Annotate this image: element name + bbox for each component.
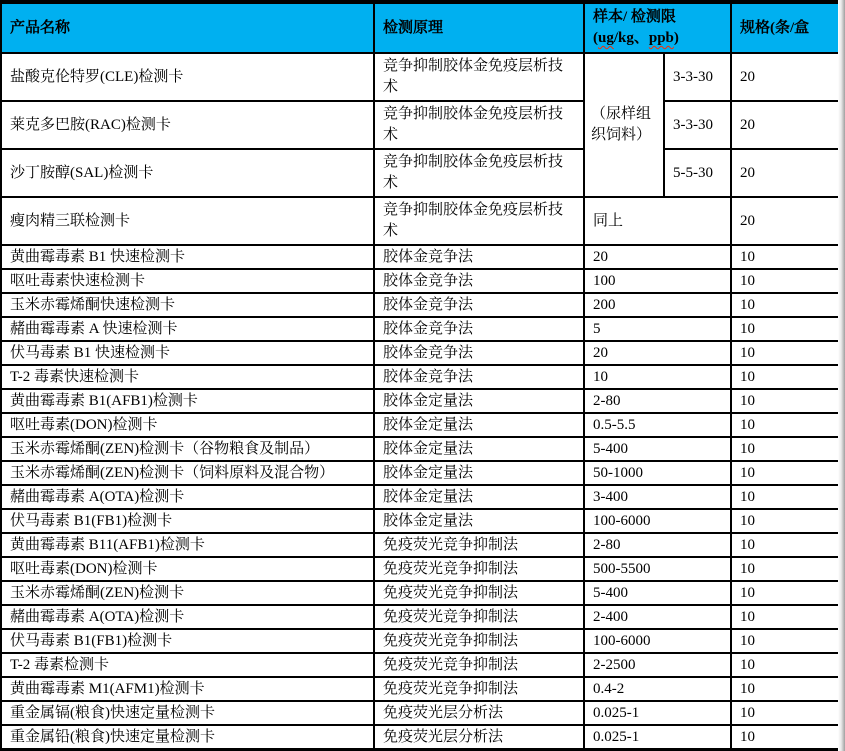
product-name-cell: 玉米赤霉烯酮快速检测卡	[1, 293, 374, 317]
detection-limit-cell: 3-400	[584, 485, 731, 509]
principle-cell: 胶体金定量法	[374, 437, 584, 461]
detection-limit-cell: 2-80	[584, 389, 731, 413]
product-name-cell: 黄曲霉毒素 M1(AFM1)检测卡	[1, 677, 374, 701]
header-unit-ppb: ppb	[648, 30, 674, 46]
detection-limit-cell: 5	[584, 317, 731, 341]
product-name-cell: 伏马毒素 B1(FB1)检测卡	[1, 509, 374, 533]
table-row	[1, 269, 839, 293]
spec-cell: 20	[731, 101, 839, 149]
table-row	[1, 293, 839, 317]
table-row	[1, 341, 839, 365]
principle-cell: 免疫荧光竞争抑制法	[374, 605, 584, 629]
product-name-cell: 伏马毒素 B1 快速检测卡	[1, 341, 374, 365]
table-row	[1, 53, 839, 101]
principle-cell: 竞争抑制胶体金免疫层析技术	[374, 53, 584, 101]
spec-cell: 10	[731, 485, 839, 509]
principle-cell: 免疫荧光竞争抑制法	[374, 653, 584, 677]
header-sample-limit-line1: 样本/ 检测限	[593, 9, 676, 25]
detection-limit-cell: 100-6000	[584, 509, 731, 533]
detection-limit-cell: 50-1000	[584, 461, 731, 485]
header-unit-ug: ug	[598, 30, 614, 46]
principle-cell: 免疫荧光竞争抑制法	[374, 557, 584, 581]
spec-cell: 10	[731, 533, 839, 557]
header-spec: 规格(条/盒	[731, 2, 839, 53]
detection-limit-cell: 200	[584, 293, 731, 317]
header-sample-limit-line2	[593, 28, 724, 49]
principle-cell: 胶体金竞争法	[374, 269, 584, 293]
spec-cell: 20	[731, 53, 839, 101]
table-row	[1, 533, 839, 557]
product-name-cell: 瘦肉精三联检测卡	[1, 197, 374, 245]
table-row	[1, 725, 839, 750]
principle-cell: 竞争抑制胶体金免疫层析技术	[374, 197, 584, 245]
spec-cell: 20	[731, 197, 839, 245]
spec-cell: 10	[731, 581, 839, 605]
table-row	[1, 629, 839, 653]
principle-cell: 胶体金竞争法	[374, 317, 584, 341]
product-name-cell: 黄曲霉毒素 B1(AFB1)检测卡	[1, 389, 374, 413]
product-name-cell: 沙丁胺醇(SAL)检测卡	[1, 149, 374, 197]
detection-limit-cell: 20	[584, 245, 731, 269]
product-name-cell: 呕吐毒素(DON)检测卡	[1, 413, 374, 437]
detection-limit-cell: 5-400	[584, 581, 731, 605]
sample-note-cell: （尿样组织饲料）	[584, 53, 664, 197]
principle-cell: 免疫荧光竞争抑制法	[374, 533, 584, 557]
principle-cell: 胶体金定量法	[374, 413, 584, 437]
spec-cell: 10	[731, 605, 839, 629]
product-name-cell: 玉米赤霉烯酮(ZEN)检测卡	[1, 581, 374, 605]
detection-limit-cell: 同上	[584, 197, 731, 245]
principle-cell: 胶体金定量法	[374, 485, 584, 509]
header-unit-close: )	[673, 30, 679, 46]
table-row	[1, 701, 839, 725]
detection-limit-cell: 0.025-1	[584, 701, 731, 725]
table-row	[1, 101, 839, 149]
principle-cell: 竞争抑制胶体金免疫层析技术	[374, 101, 584, 149]
spec-cell: 10	[731, 701, 839, 725]
product-name-cell: T-2 毒素检测卡	[1, 653, 374, 677]
detection-limit-cell: 5-400	[584, 437, 731, 461]
product-name-cell: 赭曲霉毒素 A(OTA)检测卡	[1, 605, 374, 629]
product-name-cell: 重金属铅(粮食)快速定量检测卡	[1, 725, 374, 750]
spec-cell: 10	[731, 461, 839, 485]
table-row	[1, 413, 839, 437]
spec-cell: 10	[731, 629, 839, 653]
detection-limit-cell: 500-5500	[584, 557, 731, 581]
spec-cell: 10	[731, 509, 839, 533]
spec-cell: 10	[731, 341, 839, 365]
table-row	[1, 317, 839, 341]
spec-cell: 10	[731, 293, 839, 317]
principle-cell: 免疫荧光竞争抑制法	[374, 629, 584, 653]
detection-limit-cell: 3-3-30	[664, 101, 731, 149]
principle-cell: 胶体金竞争法	[374, 293, 584, 317]
principle-cell: 胶体金竞争法	[374, 365, 584, 389]
table-row	[1, 485, 839, 509]
product-name-cell: 伏马毒素 B1(FB1)检测卡	[1, 629, 374, 653]
header-unit-open: (	[593, 30, 598, 46]
product-name-cell: 呕吐毒素(DON)检测卡	[1, 557, 374, 581]
table-row	[1, 605, 839, 629]
header-sample-limit	[584, 2, 731, 53]
product-name-cell: 呕吐毒素快速检测卡	[1, 269, 374, 293]
table-row	[1, 557, 839, 581]
product-name-cell: 玉米赤霉烯酮(ZEN)检测卡（谷物粮食及制品）	[1, 437, 374, 461]
product-name-cell: 赭曲霉毒素 A 快速检测卡	[1, 317, 374, 341]
principle-cell: 胶体金竞争法	[374, 245, 584, 269]
table-row	[1, 365, 839, 389]
detection-limit-cell: 0.5-5.5	[584, 413, 731, 437]
principle-cell: 胶体金定量法	[374, 389, 584, 413]
table-row	[1, 245, 839, 269]
principle-cell: 胶体金定量法	[374, 509, 584, 533]
principle-cell: 免疫荧光竞争抑制法	[374, 677, 584, 701]
table-row	[1, 509, 839, 533]
spec-cell: 10	[731, 365, 839, 389]
spec-cell: 10	[731, 269, 839, 293]
product-name-cell: 赭曲霉毒素 A(OTA)检测卡	[1, 485, 374, 509]
header-product-name: 产品名称	[1, 2, 374, 53]
principle-cell: 竞争抑制胶体金免疫层析技术	[374, 149, 584, 197]
table-row	[1, 389, 839, 413]
table-row	[1, 437, 839, 461]
table-row	[1, 149, 839, 197]
spec-cell: 10	[731, 653, 839, 677]
detection-limit-cell: 0.4-2	[584, 677, 731, 701]
detection-limit-cell: 3-3-30	[664, 53, 731, 101]
table-row	[1, 653, 839, 677]
detection-limit-cell: 2-400	[584, 605, 731, 629]
header-principle: 检测原理	[374, 2, 584, 53]
product-name-cell: 玉米赤霉烯酮(ZEN)检测卡（饲料原料及混合物）	[1, 461, 374, 485]
table-row	[1, 677, 839, 701]
principle-cell: 胶体金定量法	[374, 461, 584, 485]
spec-cell: 10	[731, 413, 839, 437]
detection-limit-cell: 10	[584, 365, 731, 389]
detection-limit-cell: 100-6000	[584, 629, 731, 653]
product-name-cell: 黄曲霉毒素 B11(AFB1)检测卡	[1, 533, 374, 557]
spec-cell: 10	[731, 317, 839, 341]
table-row	[1, 461, 839, 485]
product-name-cell: 莱克多巴胺(RAC)检测卡	[1, 101, 374, 149]
spec-cell: 10	[731, 389, 839, 413]
detection-limit-cell: 2-80	[584, 533, 731, 557]
spec-cell: 20	[731, 149, 839, 197]
table-header-row	[1, 2, 839, 53]
detection-limit-cell: 100	[584, 269, 731, 293]
detection-limit-cell: 2-2500	[584, 653, 731, 677]
table-row	[1, 581, 839, 605]
detection-limit-cell: 20	[584, 341, 731, 365]
detection-limit-cell: 0.025-1	[584, 725, 731, 750]
detection-limit-cell: 5-5-30	[664, 149, 731, 197]
page-edge-shadow	[838, 0, 845, 751]
spec-cell: 10	[731, 725, 839, 750]
spec-cell: 10	[731, 557, 839, 581]
principle-cell: 免疫荧光层分析法	[374, 701, 584, 725]
product-name-cell: T-2 毒素快速检测卡	[1, 365, 374, 389]
product-name-cell: 盐酸克伦特罗(CLE)检测卡	[1, 53, 374, 101]
product-name-cell: 黄曲霉毒素 B1 快速检测卡	[1, 245, 374, 269]
principle-cell: 免疫荧光层分析法	[374, 725, 584, 750]
product-name-cell: 重金属镉(粮食)快速定量检测卡	[1, 701, 374, 725]
spec-cell: 10	[731, 437, 839, 461]
principle-cell: 免疫荧光竞争抑制法	[374, 581, 584, 605]
header-unit-mid: /kg、	[613, 30, 649, 46]
spec-cell: 10	[731, 677, 839, 701]
principle-cell: 胶体金竞争法	[374, 341, 584, 365]
table-row	[1, 197, 839, 245]
spec-cell: 10	[731, 245, 839, 269]
